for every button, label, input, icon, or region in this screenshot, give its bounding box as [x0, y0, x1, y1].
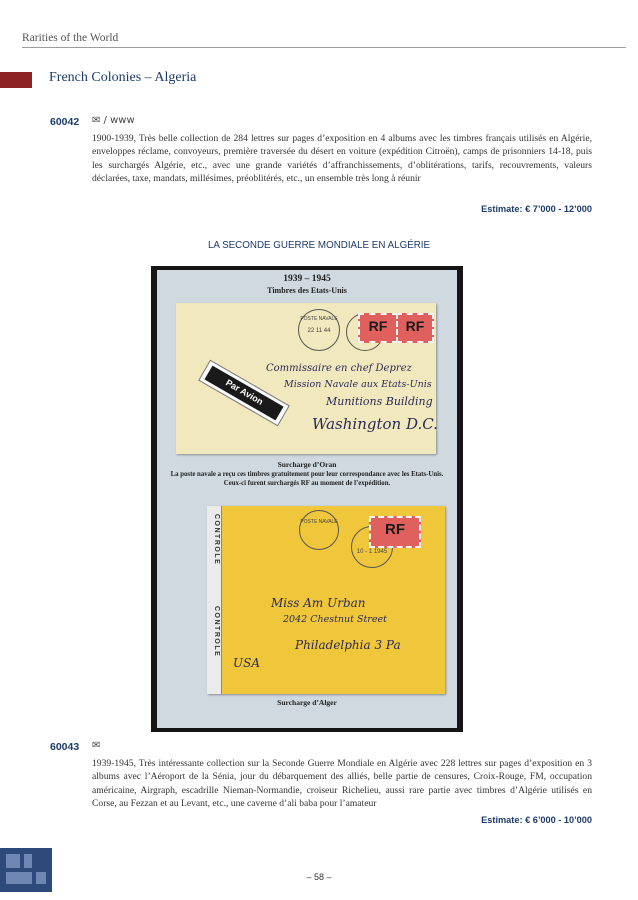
stamp-overprint: RF — [368, 318, 388, 334]
subheading: LA SECONDE GUERRE MONDIALE EN ALGÉRIE — [207, 240, 431, 251]
caption-title: Surcharge d’Oran — [277, 460, 337, 469]
censor-strip — [207, 506, 222, 694]
stamp-overprint: RF — [405, 318, 425, 334]
postmark-text: POSTE NAVALE — [300, 316, 338, 322]
postmark — [299, 510, 339, 550]
postmark-date: 10 - 1 1945 — [356, 549, 388, 555]
lot-number: 60042 — [50, 116, 80, 128]
section-title: French Colonies – Algeria — [49, 70, 197, 85]
lot-estimate: Estimate: € 6’000 - 10’000 — [481, 815, 592, 825]
lot-description: 1939-1945, Très intéressante collection sur la Seconde Guerre Mondiale en Algérie avec 228 lettres sur pages d’exposition en 3 albums avec l’Aéroport de la Sénia, jour du débarquement des alliés, belle partie de censures, Croix-Rouge, FM, occupation américaine, Airgraph, escadrille Nieman-Normandie, croiseur Richelieu, aussi rare partie avec timbres d’Algérie utilisés en Corse, au Fezzan et au Levant, etc., une caverne d’ali baba pour l’amateur — [92, 758, 592, 809]
censor-text: CONTROLE — [213, 606, 220, 658]
page-number: – 58 – — [306, 872, 332, 882]
address-line: Commissaire en chef Deprez — [266, 363, 412, 374]
caption-text: La poste navale a reçu ces timbres gratuitement pour leur correspondance avec les Etats-Unis. Ceux-ci furent surchargés RF au moment de l’expédition. — [170, 471, 444, 487]
lot-estimate: Estimate: € 7’000 - 12’000 — [481, 204, 592, 214]
lot-symbols: ✉ / www — [92, 115, 135, 126]
album-title: 1939 – 1945 — [283, 274, 331, 284]
lot-description: 1900-1939, Très belle collection de 284 lettres sur pages d’exposition en 4 albums avec les timbres français utilisés en Algérie, enveloppes réclame, convoyeurs, première traversée du désert en voiture (expédition Citroën), camps de prisonniers 14-18, puis les surchargés Algérie, etc., avec une grande variétés d’affranchissements, d’oblitérations, tarifs, recouvrements, valeurs déclarées, taxe, mandats, millésimes, préoblitérés, etc., un ensemble très long à réunir — [92, 133, 592, 184]
cover-oran — [176, 303, 436, 454]
address-line: USA — [233, 656, 260, 670]
lot-number: 60043 — [50, 741, 80, 753]
address-line: Munitions Building — [326, 395, 433, 408]
running-header: Rarities of the World — [22, 32, 119, 44]
address-line: Philadelphia 3 Pa — [295, 638, 401, 652]
caption-title: Surcharge d’Alger — [277, 698, 337, 707]
stamp-overprint: RF — [385, 521, 405, 538]
album-subtitle: Timbres des Etats-Unis — [267, 286, 347, 295]
postmark-text: POSTE NAVALE — [300, 519, 338, 525]
stamp — [358, 313, 398, 343]
censor-text: CONTROLE — [213, 514, 220, 566]
cover-alger — [207, 506, 445, 694]
lot-symbols: ✉ — [92, 740, 101, 751]
address-line: Mission Navale aux Etats-Unis — [284, 379, 432, 390]
address-line: Miss Am Urban — [271, 596, 366, 610]
postmark — [298, 309, 340, 351]
stamp-2 — [396, 313, 434, 343]
stamp — [369, 516, 421, 548]
section-marker — [0, 72, 32, 88]
address-line: 2042 Chestnut Street — [283, 614, 387, 625]
postmark-date: 22 11 44 — [307, 328, 331, 334]
par-avion-text: Par Avion — [204, 366, 283, 421]
album-page-photo — [151, 266, 463, 732]
header-divider — [22, 47, 626, 48]
logo — [0, 848, 52, 892]
album-page — [157, 270, 457, 728]
address-line: Washington D.C. — [312, 415, 438, 433]
